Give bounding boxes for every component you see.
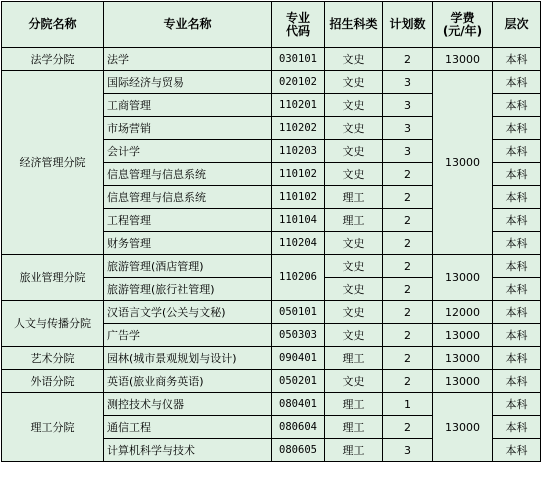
level-cell: 本科 xyxy=(493,209,541,232)
code-cell: 050201 xyxy=(272,370,325,393)
code-cell: 110102 xyxy=(272,163,325,186)
table-row xyxy=(2,71,541,94)
college-cell: 旅业管理分院 xyxy=(2,255,104,301)
category-cell: 文史 xyxy=(325,255,383,278)
level-cell: 本科 xyxy=(493,278,541,301)
code-cell: 110206 xyxy=(272,255,325,301)
major-cell: 汉语言文学(公关与文秘) xyxy=(104,301,272,324)
category-cell: 文史 xyxy=(325,232,383,255)
major-cell: 市场营销 xyxy=(104,117,272,140)
level-cell: 本科 xyxy=(493,117,541,140)
plan-cell: 2 xyxy=(383,209,433,232)
major-cell: 通信工程 xyxy=(104,416,272,439)
header-row xyxy=(2,2,541,48)
major-cell: 测控技术与仪器 xyxy=(104,393,272,416)
plan-cell: 2 xyxy=(383,48,433,71)
plan-cell: 2 xyxy=(383,416,433,439)
category-cell: 理工 xyxy=(325,186,383,209)
header-code-line1: 专业 xyxy=(285,10,310,25)
category-cell: 文史 xyxy=(325,324,383,347)
college-cell: 人文与传播分院 xyxy=(2,301,104,347)
plan-cell: 2 xyxy=(383,347,433,370)
code-cell: 110102 xyxy=(272,186,325,209)
plan-cell: 2 xyxy=(383,278,433,301)
fee-cell: 13000 xyxy=(433,48,493,71)
header-major: 专业名称 xyxy=(104,2,272,48)
major-cell: 工商管理 xyxy=(104,94,272,117)
enrollment-plan-table xyxy=(1,1,541,462)
header-category: 招生科类 xyxy=(325,2,383,48)
table-row xyxy=(2,347,541,370)
code-cell: 110201 xyxy=(272,94,325,117)
code-cell: 050303 xyxy=(272,324,325,347)
category-cell: 理工 xyxy=(325,209,383,232)
category-cell: 文史 xyxy=(325,163,383,186)
category-cell: 理工 xyxy=(325,416,383,439)
table-row xyxy=(2,48,541,71)
table-row xyxy=(2,370,541,393)
code-cell: 050101 xyxy=(272,301,325,324)
header-code xyxy=(272,2,325,48)
plan-cell: 3 xyxy=(383,117,433,140)
category-cell: 文史 xyxy=(325,117,383,140)
header-plan: 计划数 xyxy=(383,2,433,48)
code-cell: 030101 xyxy=(272,48,325,71)
level-cell: 本科 xyxy=(493,324,541,347)
header-code-line2: 代码 xyxy=(285,23,310,38)
level-cell: 本科 xyxy=(493,347,541,370)
major-cell: 旅游管理(旅行社管理) xyxy=(104,278,272,301)
plan-cell: 2 xyxy=(383,324,433,347)
category-cell: 理工 xyxy=(325,439,383,462)
level-cell: 本科 xyxy=(493,186,541,209)
code-cell: 080401 xyxy=(272,393,325,416)
fee-cell: 13000 xyxy=(433,370,493,393)
level-cell: 本科 xyxy=(493,370,541,393)
code-cell: 110202 xyxy=(272,117,325,140)
fee-cell: 13000 xyxy=(433,255,493,301)
plan-cell: 2 xyxy=(383,255,433,278)
code-cell: 080605 xyxy=(272,439,325,462)
plan-cell: 2 xyxy=(383,301,433,324)
category-cell: 文史 xyxy=(325,94,383,117)
category-cell: 理工 xyxy=(325,347,383,370)
major-cell: 信息管理与信息系统 xyxy=(104,163,272,186)
code-cell: 020102 xyxy=(272,71,325,94)
major-cell: 园林(城市景观规划与设计) xyxy=(104,347,272,370)
level-cell: 本科 xyxy=(493,416,541,439)
plan-cell: 3 xyxy=(383,94,433,117)
fee-cell: 13000 xyxy=(433,393,493,462)
major-cell: 财务管理 xyxy=(104,232,272,255)
header-level: 层次 xyxy=(493,2,541,48)
code-cell: 080604 xyxy=(272,416,325,439)
category-cell: 文史 xyxy=(325,48,383,71)
level-cell: 本科 xyxy=(493,48,541,71)
major-cell: 工程管理 xyxy=(104,209,272,232)
level-cell: 本科 xyxy=(493,163,541,186)
plan-cell: 3 xyxy=(383,140,433,163)
level-cell: 本科 xyxy=(493,301,541,324)
level-cell: 本科 xyxy=(493,393,541,416)
table-row xyxy=(2,301,541,324)
level-cell: 本科 xyxy=(493,232,541,255)
level-cell: 本科 xyxy=(493,439,541,462)
college-cell: 外语分院 xyxy=(2,370,104,393)
college-cell: 理工分院 xyxy=(2,393,104,462)
major-cell: 计算机科学与技术 xyxy=(104,439,272,462)
table-row xyxy=(2,255,541,278)
plan-cell: 3 xyxy=(383,439,433,462)
header-fee-line1: 学费 xyxy=(450,10,475,25)
code-cell: 110203 xyxy=(272,140,325,163)
header-college: 分院名称 xyxy=(2,2,104,48)
fee-cell: 13000 xyxy=(433,347,493,370)
header-fee-line2: (元/年) xyxy=(442,23,483,38)
college-cell: 法学分院 xyxy=(2,48,104,71)
category-cell: 文史 xyxy=(325,301,383,324)
plan-cell: 2 xyxy=(383,232,433,255)
category-cell: 文史 xyxy=(325,278,383,301)
table-row xyxy=(2,393,541,416)
category-cell: 文史 xyxy=(325,370,383,393)
plan-cell: 1 xyxy=(383,393,433,416)
code-cell: 110204 xyxy=(272,232,325,255)
plan-cell: 2 xyxy=(383,370,433,393)
plan-cell: 3 xyxy=(383,71,433,94)
header-fee xyxy=(433,2,493,48)
plan-cell: 2 xyxy=(383,186,433,209)
plan-cell: 2 xyxy=(383,163,433,186)
college-cell: 艺术分院 xyxy=(2,347,104,370)
major-cell: 广告学 xyxy=(104,324,272,347)
code-cell: 110104 xyxy=(272,209,325,232)
major-cell: 信息管理与信息系统 xyxy=(104,186,272,209)
major-cell: 旅游管理(酒店管理) xyxy=(104,255,272,278)
category-cell: 理工 xyxy=(325,393,383,416)
fee-cell: 12000 xyxy=(433,301,493,324)
major-cell: 会计学 xyxy=(104,140,272,163)
level-cell: 本科 xyxy=(493,71,541,94)
code-cell: 090401 xyxy=(272,347,325,370)
level-cell: 本科 xyxy=(493,255,541,278)
college-cell: 经济管理分院 xyxy=(2,71,104,255)
major-cell: 英语(旅业商务英语) xyxy=(104,370,272,393)
level-cell: 本科 xyxy=(493,140,541,163)
fee-cell: 13000 xyxy=(433,324,493,347)
major-cell: 国际经济与贸易 xyxy=(104,71,272,94)
category-cell: 文史 xyxy=(325,140,383,163)
level-cell: 本科 xyxy=(493,94,541,117)
category-cell: 文史 xyxy=(325,71,383,94)
major-cell: 法学 xyxy=(104,48,272,71)
fee-cell: 13000 xyxy=(433,71,493,255)
